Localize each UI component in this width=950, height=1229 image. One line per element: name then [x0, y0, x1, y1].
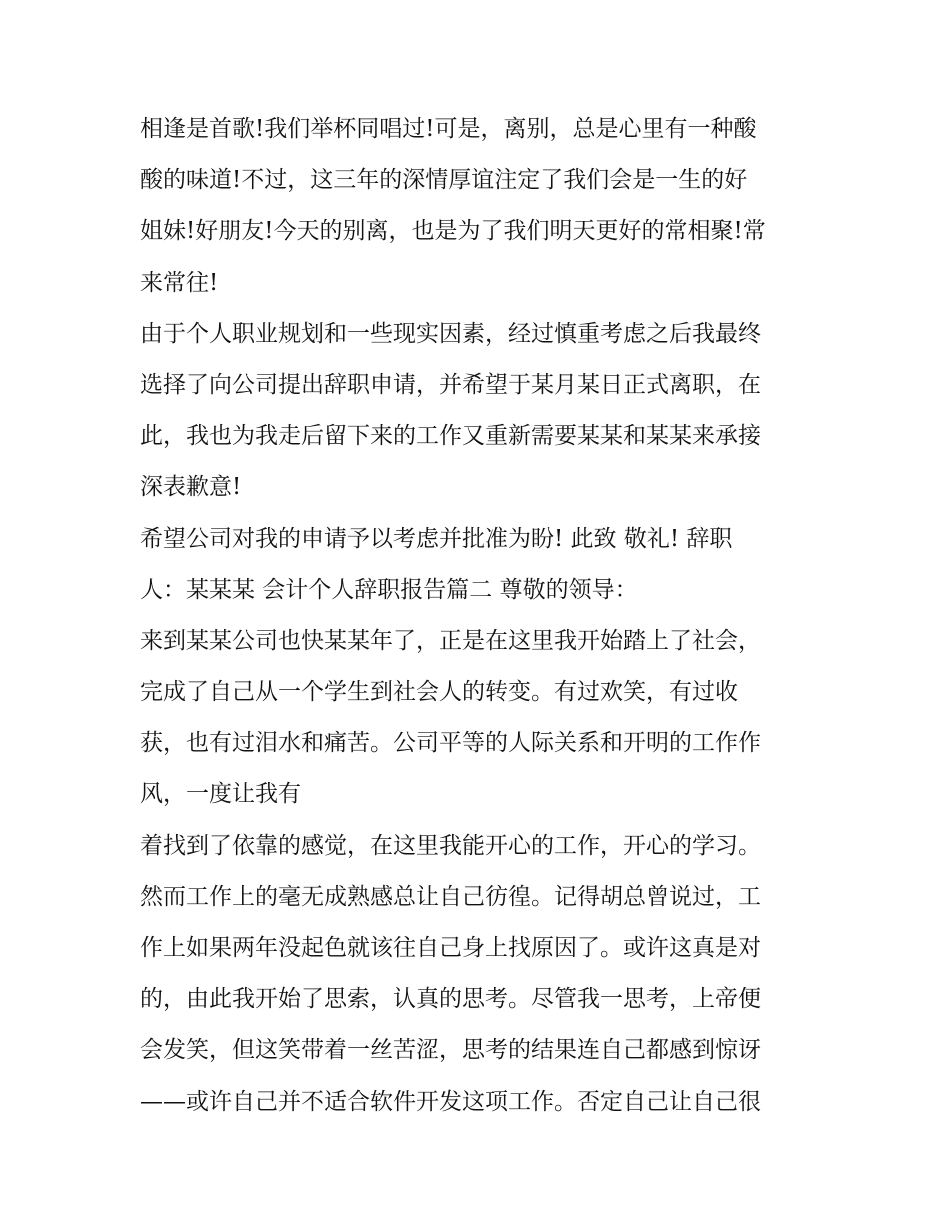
text-line: 相逢是首歌!我们举杯同唱过!可是，离别，总是心里有一种酸: [140, 116, 757, 142]
text-line: 希望公司对我的申请予以考虑并批准为盼! 此致 敬礼! 辞职: [140, 525, 733, 552]
text-line: 获，也有过泪水和痛苦。公司平等的人际关系和开明的工作作: [140, 730, 761, 757]
text-line: 着找到了依靠的感觉，在这里我能开心的工作，开心的学习。: [140, 832, 761, 859]
text-line: 风，一度让我有: [140, 781, 301, 808]
text-line: 完成了自己从一个学生到社会人的转变。有过欢笑，有过收: [140, 679, 738, 706]
text-line: 由于个人职业规划和一些现实因素，经过慎重考虑之后我最终: [140, 320, 761, 347]
text-line: 然而工作上的毫无成熟感总让自己彷徨。记得胡总曾说过，工: [140, 883, 761, 910]
text-line: 作上如果两年没起色就该往自己身上找原因了。或许这真是对: [140, 935, 761, 961]
text-line: 此，我也为我走后留下来的工作又重新需要某某和某某来承接: [140, 423, 761, 450]
text-line: 的，由此我开始了思索，认真的思考。尽管我一思考，上帝便: [140, 986, 761, 1013]
text-line: 来到某某公司也快某某年了，正是在这里我开始踏上了社会，: [140, 627, 761, 654]
text-line: 酸的味道!不过，这三年的深情厚谊注定了我们会是一生的好: [140, 167, 748, 194]
text-line: 人：某某某 会计个人辞职报告篇二 尊敬的领导：: [140, 576, 638, 603]
text-line: 姐妹!好朋友!今天的别离，也是为了我们明天更好的常相聚!常: [140, 218, 766, 245]
text-line: 深表歉意!: [140, 474, 242, 501]
text-line: ——或许自己并不适合软件开发这项工作。否定自己让自己很: [140, 1088, 761, 1115]
text-line: 选择了向公司提出辞职申请，并希望于某月某日正式离职，在: [140, 371, 761, 398]
text-line: 会发笑，但这笑带着一丝苦涩，思考的结果连自己都感到惊讶: [140, 1037, 761, 1064]
text-line: 来常往!: [140, 269, 219, 296]
document-body: [140, 104, 820, 1128]
